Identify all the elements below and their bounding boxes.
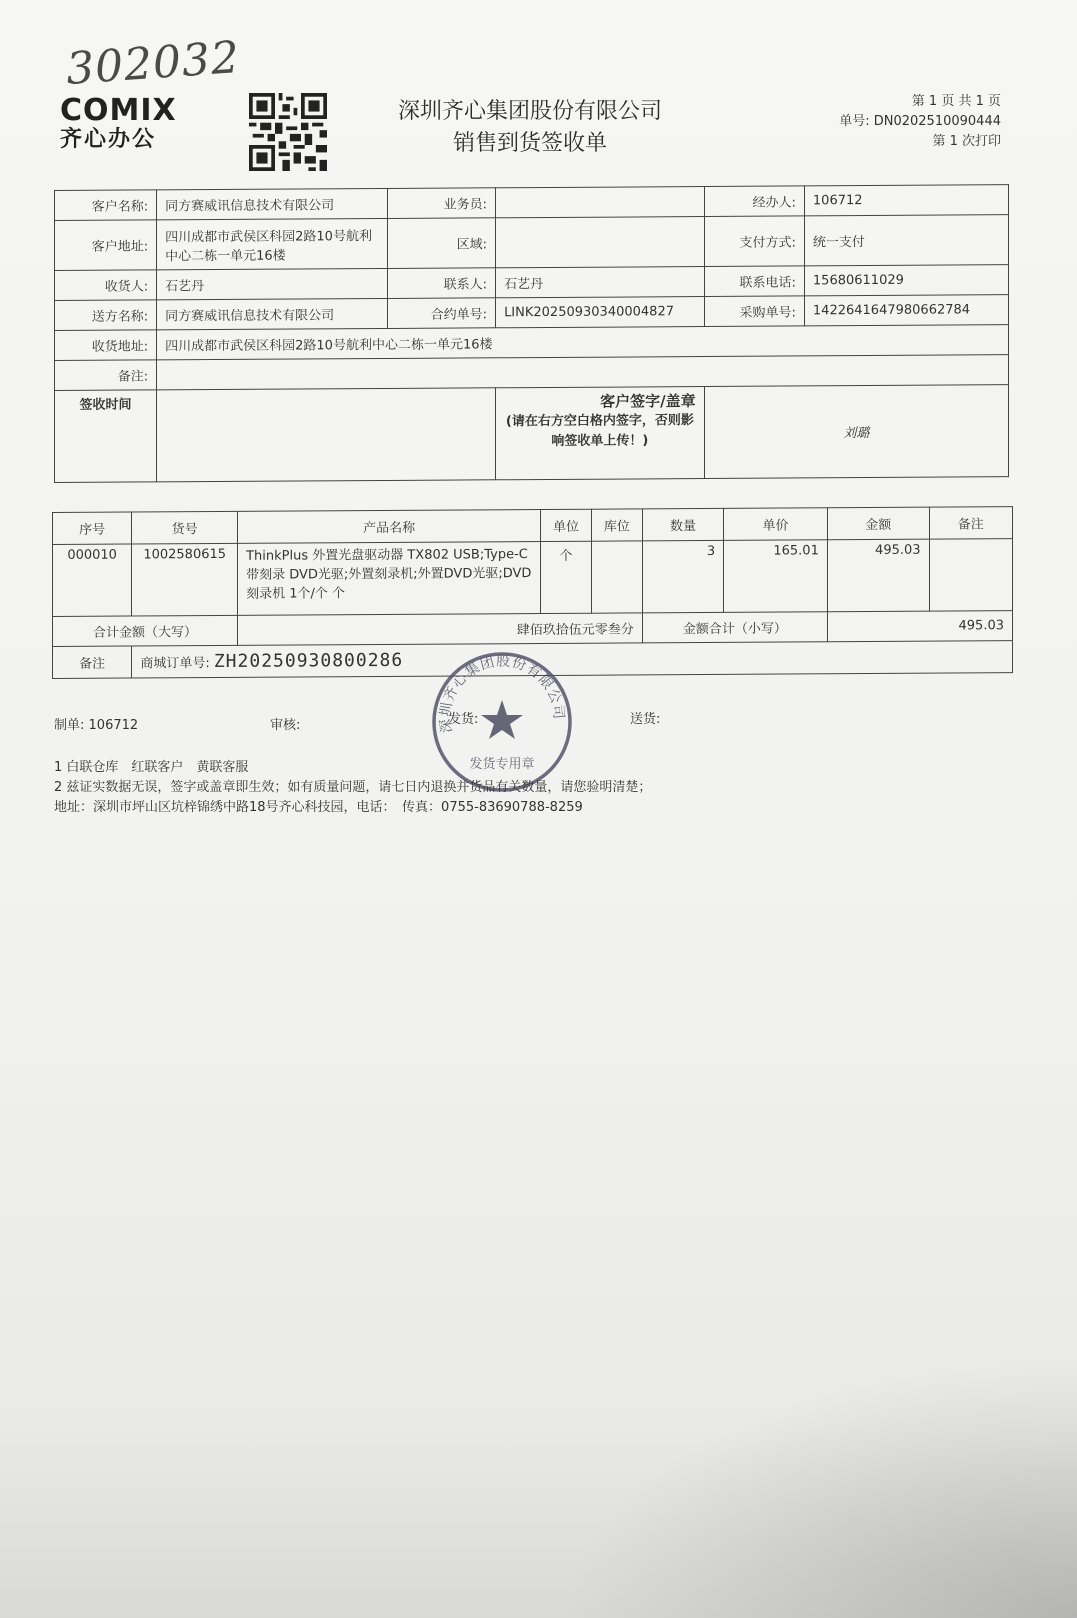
maker [54, 714, 138, 733]
handler: 106712 [804, 185, 1008, 216]
logo-brand: COMIX [60, 93, 177, 128]
item-location [591, 541, 642, 613]
mall-order-label: 商城订单号: [140, 656, 210, 672]
company-logo [60, 93, 190, 156]
remark-label: 备注: [55, 360, 157, 391]
item-qty: 3 [642, 540, 723, 612]
items-remark-label: 备注 [53, 646, 132, 678]
item-sku: 1002580615 [132, 543, 238, 616]
total-lower: 495.03 [827, 611, 1012, 642]
region [496, 217, 705, 268]
receive-address-label: 收货地址: [55, 330, 157, 361]
item-unit: 个 [541, 541, 592, 613]
document-title: 销售到货签收单 [452, 131, 607, 156]
footer-address: 地址：深圳市坪山区坑梓锦绣中路18号齐心科技园，电话： 传真：0755-83690788-8259 [54, 800, 583, 815]
customer-signature: 刘璐 [704, 385, 1008, 479]
seal-purpose: 发货专用章 [469, 757, 535, 772]
salesperson-label: 业务员: [388, 188, 496, 219]
col-sku: 货号 [132, 511, 238, 544]
company-title: 深圳齐心集团股份有限公司 [397, 99, 662, 124]
contract-number: LINK20250930340004827 [496, 297, 705, 328]
total-upper: 肆佰玖拾伍元零叁分 [238, 613, 643, 645]
print-info: 第 1 次打印 [932, 134, 1001, 149]
col-unit: 单位 [541, 509, 592, 541]
deliver-label: 送货: [630, 712, 661, 727]
doc-number [839, 112, 1001, 132]
item-price: 165.01 [724, 540, 828, 613]
total-lower-label: 金额合计（小写） [642, 612, 827, 643]
receiver: 石艺丹 [157, 268, 388, 299]
item-note [929, 539, 1012, 612]
footer-terms: 2 兹证实数据无误，签字或盖章即生效；如有质量问题，请七日内退换并货品有关数量，请您验明清楚； [54, 780, 652, 795]
customer-name-label: 客户名称: [55, 190, 157, 221]
receiver-label: 收货人: [55, 270, 157, 301]
maker-value: 106712 [88, 718, 139, 733]
receive-address: 四川成都市武侯区科园2路10号航利中心二栋一单元16楼 [157, 325, 1009, 360]
seal-company: 深圳齐心集团股份有限公司 [437, 653, 567, 734]
ship-label: 发货: [448, 712, 479, 727]
po-label: 采购单号: [704, 296, 804, 327]
col-price: 单价 [724, 508, 828, 541]
item-amount: 495.03 [827, 539, 929, 612]
qr-code-icon [246, 93, 330, 171]
payment-label: 支付方式: [704, 216, 804, 267]
contact-label: 联系人: [388, 268, 496, 299]
payment-method: 统一支付 [804, 215, 1008, 266]
footer-copies: 1 白联仓库 红联客户 黄联客服 [54, 760, 249, 775]
col-location: 库位 [591, 509, 642, 541]
col-seq: 序号 [53, 512, 132, 544]
customer-address: 四川成都市武侯区科园2路10号航利中心二栋一单元16楼 [157, 218, 388, 269]
col-amount: 金额 [827, 507, 929, 540]
sign-title: 客户签字/盖章 [600, 392, 696, 411]
table-row [53, 539, 1013, 617]
mall-order-number: ZH20250930800286 [213, 649, 404, 673]
col-qty: 数量 [642, 508, 723, 540]
shadow-overlay [557, 1358, 1077, 1618]
maker-label: 制单: [54, 718, 85, 733]
total-upper-label: 合计金额（大写） [53, 615, 238, 646]
customer-info-table [54, 184, 1009, 483]
customer-name: 同方赛威讯信息技术有限公司 [157, 188, 388, 219]
salesperson [496, 187, 705, 218]
phone-label: 联系电话: [704, 266, 804, 297]
phone: 15680611029 [804, 265, 1008, 296]
po-number: 1422641647980662784 [804, 295, 1008, 326]
handwritten-number: 302032 [64, 31, 242, 96]
sign-time-label: 签收时间 [55, 390, 157, 483]
sign-instruction [496, 387, 705, 480]
sign-time-field [157, 388, 496, 482]
audit-label: 审核: [270, 718, 301, 733]
region-label: 区域: [388, 218, 496, 269]
col-note: 备注 [929, 507, 1012, 540]
company-seal-icon [428, 648, 576, 796]
logo-brand-cn: 齐心办公 [60, 127, 157, 152]
handler-label: 经办人: [704, 186, 804, 217]
sign-note: (请在右方空白格内签字，否则影响签收单上传！) [505, 413, 694, 449]
col-product-name: 产品名称 [238, 510, 541, 544]
doc-number-label: 单号: [839, 114, 870, 129]
ship-to-label: 送方名称: [55, 300, 157, 331]
contact: 石艺丹 [496, 267, 705, 298]
item-name: ThinkPlus 外置光盘驱动器 TX802 USB;Type-C 带刻录 DVD光驱;外置刻录机;外置DVD光驱;DVD刻录机 1个/个 个 [238, 542, 541, 616]
customer-address-label: 客户地址: [55, 220, 157, 271]
page-info: 第 1 页 共 1 页 [911, 94, 1001, 109]
contract-label: 合约单号: [388, 298, 496, 329]
ship-to-name: 同方赛威讯信息技术有限公司 [157, 298, 388, 329]
doc-number-value: DN0202510090444 [873, 114, 1001, 129]
item-seq: 000010 [53, 544, 132, 616]
